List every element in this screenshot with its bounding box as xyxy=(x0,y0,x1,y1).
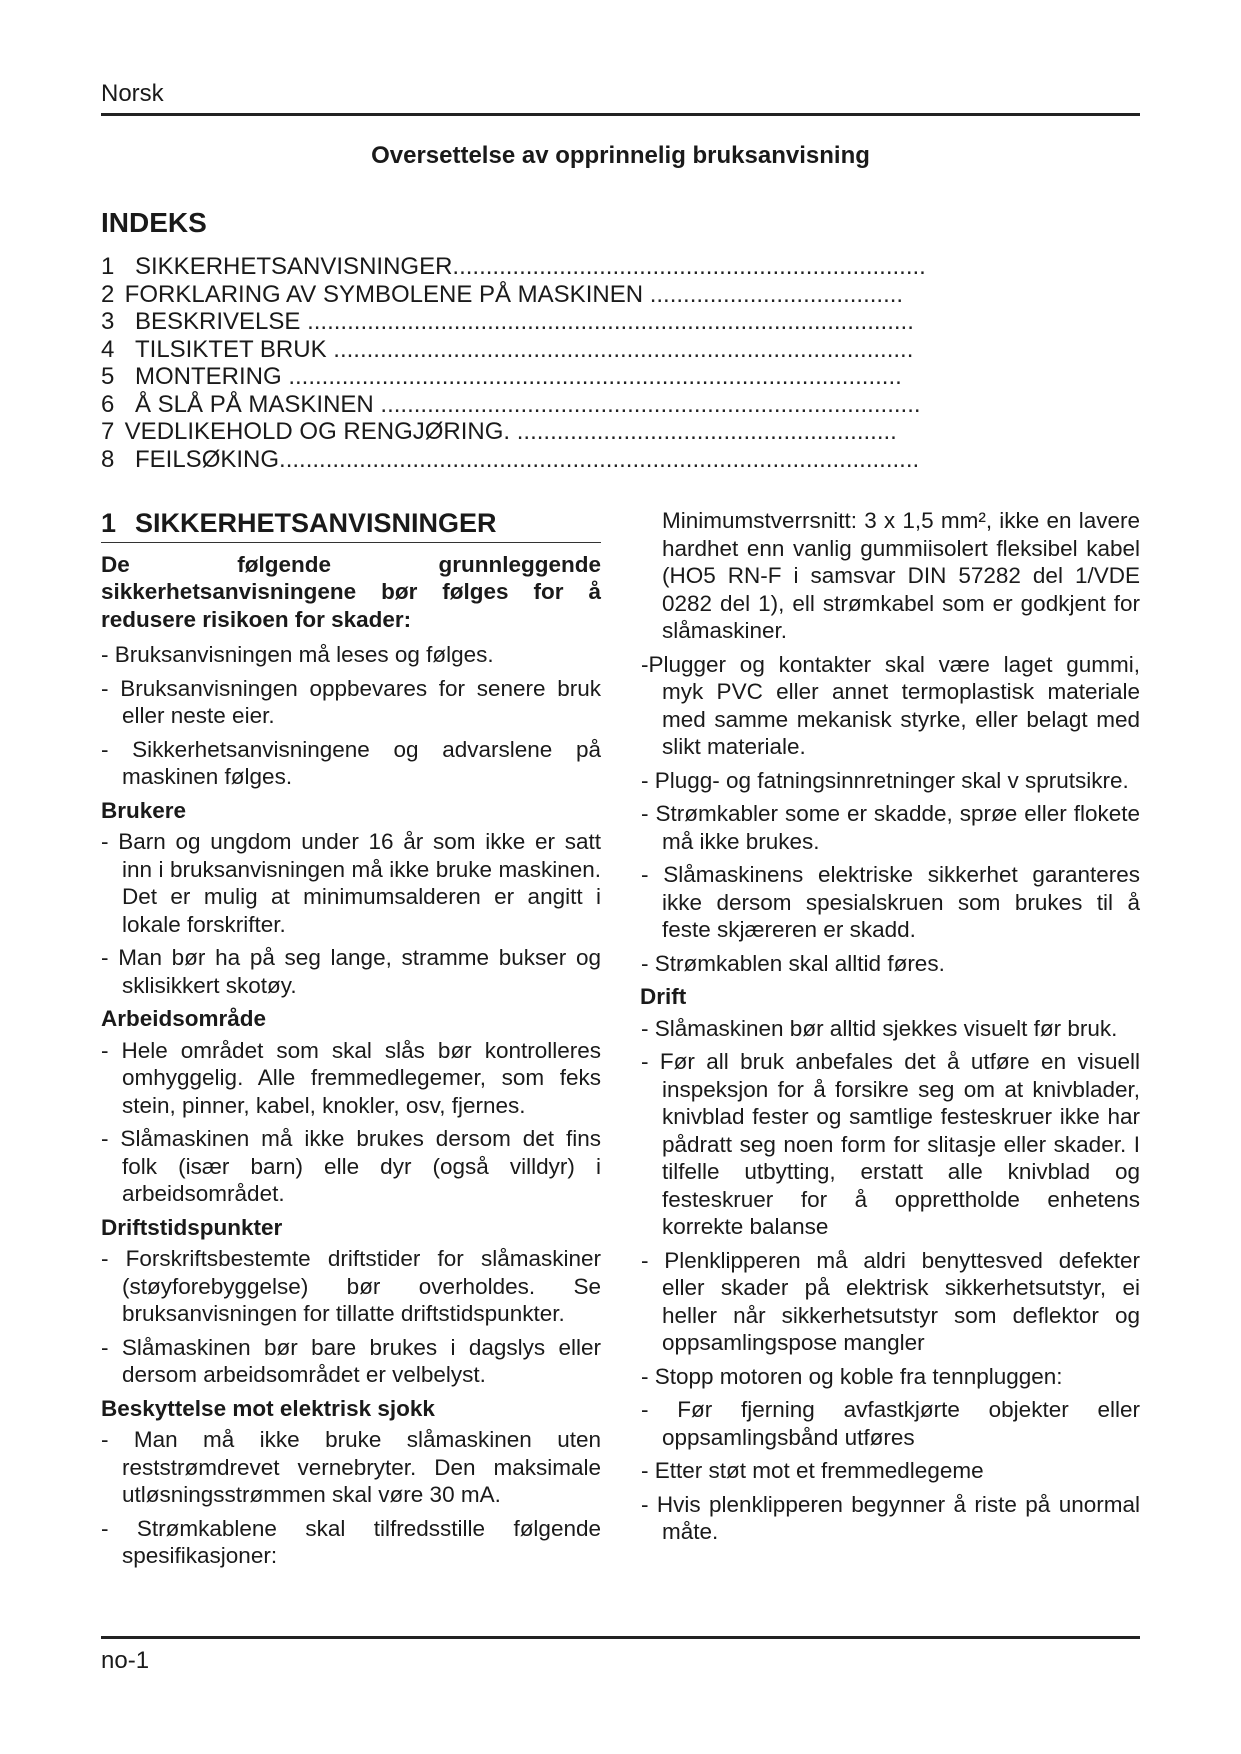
right-column xyxy=(640,507,1140,1552)
subheading-brukere: Brukere xyxy=(101,797,187,823)
list-item: - Barn og ungdom under 16 år som ikke er satt inn i bruksanvisningen må ikke bruke maskinen. Det er mulig at minimumsalderen er angitt i lokale forskrifter. xyxy=(101,829,601,937)
language-label: Norsk xyxy=(101,80,164,107)
list-item: - Forskriftsbestemte driftstider for slåmaskiner (støyforebyggelse) bør overholdes. Se bruksanvisningen for tillatte driftstidspunkter. xyxy=(101,1246,601,1326)
section-number: 1 xyxy=(101,508,117,538)
subheading-driftstidspunkter: Driftstidspunkter xyxy=(101,1214,283,1240)
list-item: - Slåmaskinen bør alltid sjekkes visuelt før bruk. xyxy=(641,1015,1118,1041)
subheading-elektrisk-sjokk: Beskyttelse mot elektrisk sjokk xyxy=(101,1395,435,1421)
toc-label: BESKRIVELSE xyxy=(135,308,301,335)
toc-label: VEDLIKEHOLD OG RENGJØRING. xyxy=(124,418,511,445)
page-number: no-1 xyxy=(101,1647,150,1674)
list-item: - Hvis plenklipperen begynner å riste på unormal måte. xyxy=(641,1491,1140,1544)
toc-label: Å SLÅ PÅ MASKINEN xyxy=(135,390,374,418)
toc-dots: ....................................................................................... xyxy=(333,335,914,363)
toc-entry-6[interactable] xyxy=(101,391,981,419)
toc-entry-1[interactable] xyxy=(101,253,981,281)
list-item: - Slåmaskinens elektriske sikkerhet garanteres ikke dersom spesialskruen som brukes til å feste skjæreren er skadd. xyxy=(641,862,1140,942)
list-item: - Slåmaskinen bør bare brukes i dagslys eller dersom arbeidsområdet er velbelyst. xyxy=(101,1334,601,1387)
list-item: - Hele området som skal slås bør kontrolleres omhyggelig. Alle fremmedlegemer, som feks stein, pinner, kabel, knokler, osv, fjernes. xyxy=(101,1037,601,1118)
list-item: - Slåmaskinen må ikke brukes dersom det fins folk (især barn) elle dyr (også villdyr) i arbeidsområdet. xyxy=(101,1126,601,1206)
toc-dots: ...................................... xyxy=(649,280,904,308)
toc-entry-5[interactable] xyxy=(101,363,981,391)
list-item: - Bruksanvisningen må leses og følges. xyxy=(101,642,494,667)
toc-label: SIKKERHETSANVISNINGER xyxy=(135,253,453,280)
list-item: - Plugg- og fatningsinnretninger skal v sprutsikre. xyxy=(641,767,1129,793)
toc-dots: ................................................................................................ xyxy=(279,445,920,473)
index-title: INDEKS xyxy=(101,207,207,238)
toc-dots: ....................................................................... xyxy=(452,253,926,280)
list-item: - Før fjerning avfastkjørte objekter eller oppsamlingsbånd utføres xyxy=(641,1397,1140,1450)
footer-rule xyxy=(101,1636,1140,1639)
toc-entry-2[interactable] xyxy=(101,281,981,309)
toc-entry-3[interactable] xyxy=(101,308,981,336)
toc-number: 6 xyxy=(101,390,115,418)
toc-number: 2 xyxy=(101,280,115,308)
list-item: -Plugger og kontakter skal være laget gummi, myk PVC eller annet termoplastisk materiale med samme mekanisk styrke, eller belagt med slikt materiale. xyxy=(641,651,1140,759)
toc-number: 7 xyxy=(101,418,115,445)
toc-label: MONTERING xyxy=(135,363,282,390)
list-item: - Strømkabler some er skadde, sprøe eller flokete må ikke brukes. xyxy=(641,801,1140,854)
toc-dots: ............................................................................................ xyxy=(288,363,902,390)
toc-number: 4 xyxy=(101,335,115,363)
toc-entry-7[interactable] xyxy=(101,418,981,446)
toc-label: TILSIKTET BRUK xyxy=(135,335,327,363)
toc-dots: ................................................................................. xyxy=(380,390,921,418)
list-item: - Sikkerhetsanvisningene og advarslene på maskinen følges. xyxy=(101,736,601,789)
subheading-arbeidsomrade: Arbeidsområde xyxy=(101,1006,267,1031)
header-rule xyxy=(101,113,1140,116)
list-item: - Strømkablen skal alltid føres. xyxy=(641,950,945,976)
toc-entry-8[interactable] xyxy=(101,446,981,474)
left-column xyxy=(101,510,601,1576)
list-item: - Bruksanvisningen oppbevares for senere bruk eller neste eier. xyxy=(101,675,601,728)
toc-label: FORKLARING AV SYMBOLENE PÅ MASKINEN xyxy=(124,280,644,308)
list-item: Minimumstverrsnitt: 3 x 1,5 mm², ikke en lavere hardhet enn vanlig gummiisolert fleksibel kabel (HO5 RN-F i samsvar DIN 57282 del 1/VDE 0282 del 1), ell strømkabel som er godkjent for slåmaskiner. xyxy=(662,508,1140,643)
toc-entry-4[interactable] xyxy=(101,336,981,364)
toc-dots: ........................................................................................... xyxy=(307,308,914,335)
subheading-drift: Drift xyxy=(640,984,687,1009)
list-item: - Man må ikke bruke slåmaskinen uten reststrømdrevet vernebryter. Den maksimale utløsningsstrømmen skal vøre 30 mA. xyxy=(101,1427,601,1507)
list-item: - Etter støt mot et fremmedlegeme xyxy=(641,1458,984,1483)
toc-dots: ......................................................... xyxy=(516,418,897,445)
section-title: SIKKERHETSANVISNINGER xyxy=(135,508,497,538)
toc-number: 5 xyxy=(101,363,115,390)
toc-label: FEILSØKING xyxy=(135,445,280,473)
toc-number: 1 xyxy=(101,253,115,280)
list-item: - Plenklipperen må aldri benyttesved defekter eller skader på elektrisk sikkerhetsutstyr, ei heller når sikkerhetsutstyr som deflektor og oppsamlingspose mangler xyxy=(641,1247,1140,1355)
list-item: - Før all bruk anbefales det å utføre en visuell inspeksjon for å forsikre seg om at knivblader, knivblad fester og samtlige festeskruer ikke har pådratt seg noen form for slitasje eller skader. I tilfelle utbytting, erstatt alle knivblad og festeskruer for å opprettholde enhetens korrekte balanse xyxy=(641,1049,1140,1239)
list-item: - Stopp motoren og koble fra tennpluggen: xyxy=(641,1363,1063,1389)
toc-number: 8 xyxy=(101,445,115,473)
list-item: - Strømkablene skal tilfredsstille følgende spesifikasjoner: xyxy=(101,1515,601,1568)
list-item: - Man bør ha på seg lange, stramme bukser og sklisikkert skotøy. xyxy=(101,945,601,998)
intro-paragraph: De følgende grunnleggende sikkerhetsanvisningene bør følges for å redusere risikoen for skader: xyxy=(101,551,601,632)
table-of-contents xyxy=(101,253,981,473)
section-heading xyxy=(101,510,601,543)
toc-number: 3 xyxy=(101,308,115,335)
document-subtitle: Oversettelse av opprinnelig bruksanvisning xyxy=(371,142,870,169)
